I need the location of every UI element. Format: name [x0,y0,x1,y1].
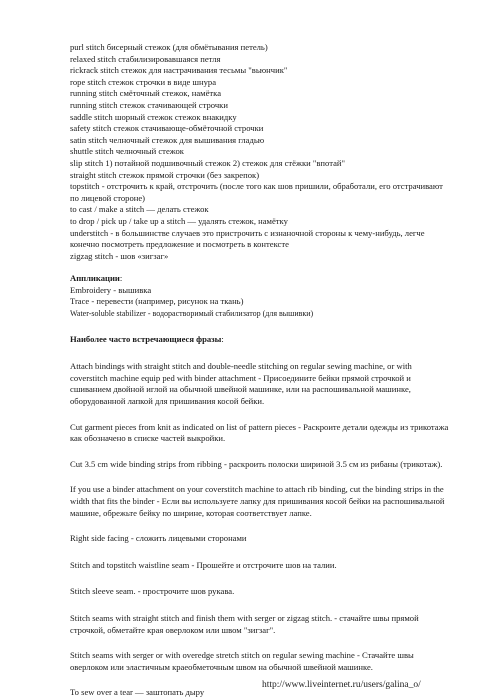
glossary-entry: purl stitch бисерный стежок (для обмётывания петель) [70,42,268,52]
phrase-paragraph: Attach bindings with straight stitch and double-needle stitching on regular sewing machine, or with coverstitch machine equip ped with binder attachment - Присоедините бейки прямой строчкой и сшиванием двойной иглой на обычной швейной машинке, или на распошивальной машинке, оборудованной лапкой для пришивания косой бейки. [70,361,412,407]
glossary-entry: understitch - в большинстве случаев это пристрочить с изнаночной стороны к чему-нибудь, легче конечно посмотреть предложение и посмотреть в контексте [70,227,425,250]
glossary-entry: safety stitch стежок стачивающе-обмёточной строчки [70,123,264,134]
glossary-entry: topstitch - отстрочить к край, отстрочить (после того как шов пришили, обработали, его отстрачивают по лицевой стороне) [70,181,443,203]
glossary-entry: saddle stitch шорный стежок стежок внакидку [70,111,237,122]
phrase-paragraph: Cut garment pieces from knit as indicated on list of pattern pieces - Раскроите детали одежды из трикотажа как обозначено в списке частей выкройки. [70,421,449,444]
phrases-heading-text: Наиболее часто встречающиеся фразы [70,333,222,344]
applique-heading-colon: : [119,273,123,284]
phrase-paragraph: Stitch seams with serger or with overedge stretch stitch on regular sewing machine - Стачайте швы оверлоком или эластичным краеобметочным швом на обычной швейной машинке. [70,650,414,672]
glossary-entry: running stitch стежок стачивающей строчки [70,99,228,110]
glossary-entry: slip stitch 1) потайной подшивочный стежок 2) стежок для стёжки "впотай" [70,157,345,168]
applique-heading-text: Аппликации [70,273,120,284]
glossary-entry: rope stitch стежок строчки в виде шнура [70,76,217,87]
applique-entry: Water-soluble stabilizer - водорастворимый стабилизатор (для вышивки) [70,309,314,319]
phrase-paragraph: If you use a binder attachment on your coverstitch machine to attach rib binding, cut the binding strips in the width that fits the binder - Если вы используете лапку для пришивания косой бейки на распошивальной машине, обрежьте бейку по ширине, которая соответствует лапке. [70,484,445,518]
glossary-entry: shuttle stitch челночный стежок [70,146,184,157]
glossary-entry: to drop / pick up / take up a stitch — удалять стежок, намётку [70,215,288,226]
glossary-entry: running stitch смёточный стежок, намётка [70,88,222,99]
applique-entry: Embroidery - вышивка [70,284,152,295]
phrase-paragraph: Stitch and topstitch waistline seam - Прошейте и отстрочите шов на талии. [70,559,337,570]
document-content [70,42,450,699]
glossary-entry: straight stitch стежок прямой строчки (без закрепок) [70,169,260,180]
phrase-paragraph: Stitch seams with straight stitch and finish them with serger or zigzag stitch. - стачайте швы прямой строчкой, обметайте края оверлоком или швом "зигзаг". [70,612,419,635]
applique-list [70,285,450,320]
glossary-list [70,42,450,262]
glossary-entry: satin stitch челночный стежок для вышивания гладью [70,134,265,145]
phrase-paragraph: Stitch sleeve seam. - прострочите шов рукава. [70,586,235,597]
applique-entry: Trace - перевести (например, рисунок на ткань) [70,296,244,307]
glossary-entry: relaxed stitch стабилизировавшаяся петля [70,53,221,64]
glossary-entry: rickrack stitch стежок для настрачивания тесьмы "вьюнчик" [70,65,288,76]
footer-url[interactable]: http://www.liveinternet.ru/users/galina_o/ [262,680,421,690]
glossary-entry: zigzag stitch - шов «зигзаг» [70,250,169,261]
phrase-paragraph: To sew over a tear — заштопать дыру [70,687,205,698]
phrase-paragraph: Cut 3.5 cm wide binding strips from ribbing - раскроить полоски шириной 3.5 см из рибаны (трикотаж). [70,458,443,469]
phrases-list [70,361,450,699]
applique-heading [70,273,450,285]
glossary-entry: to cast / make a stitch — делать стежок [70,204,209,215]
phrases-heading [70,334,450,346]
phrase-paragraph: Right side facing - сложить лицевыми сторонами [70,533,247,544]
phrases-heading-colon: : [221,333,224,344]
